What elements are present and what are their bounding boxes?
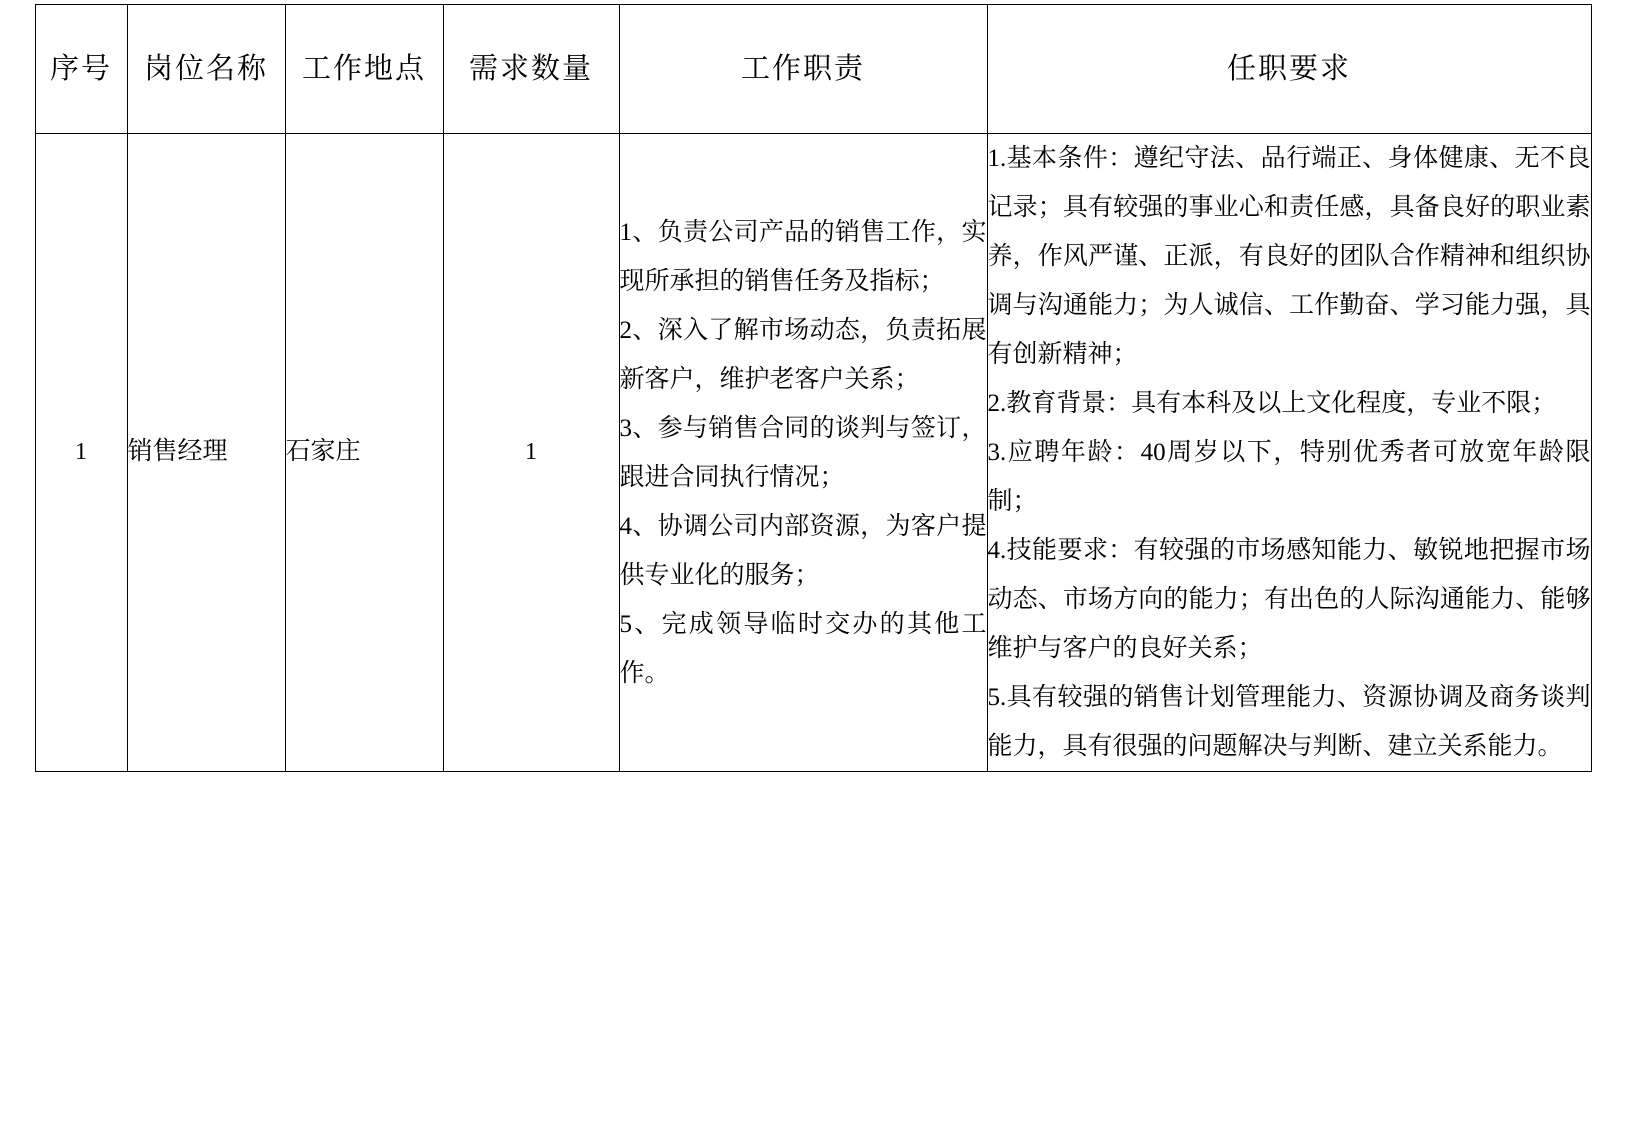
duty-item: 2、深入了解市场动态，负责拓展新客户，维护老客户关系；: [619, 316, 987, 393]
cell-headcount: 1: [443, 134, 619, 772]
table-row: [35, 134, 1591, 772]
requirement-item: 1.基本条件：遵纪守法、品行端正、身体健康、无不良记录；具有较强的事业心和责任感，具备良好的职业素养，作风严谨、正派，有良好的团队合作精神和组织协调与沟通能力；为人诚信、工作勤奋、学习能力强，具有创新精神；: [987, 145, 1591, 368]
cell-work-location: 石家庄: [285, 134, 443, 772]
duties-list: [620, 208, 987, 698]
duty-item: 3、参与销售合同的谈判与签订，跟进合同执行情况；: [619, 414, 987, 491]
duty-item: 1、负责公司产品的销售工作，实现所承担的销售任务及指标；: [619, 218, 987, 295]
table-body: [35, 134, 1591, 772]
column-header-no-label: 序号: [49, 52, 112, 85]
column-header-duties-label: 工作职责: [740, 52, 865, 85]
job-posting-table: [35, 4, 1592, 772]
requirement-item: 2.教育背景：具有本科及以上文化程度，专业不限；: [987, 390, 1557, 417]
column-header-work-location: [285, 5, 443, 134]
column-header-headcount-label: 需求数量: [468, 52, 593, 85]
column-header-duties: [619, 5, 987, 134]
column-header-position-title: [127, 5, 285, 134]
duty-item: 5、完成领导临时交办的其他工作。: [619, 610, 987, 687]
table-header-row: [35, 5, 1591, 134]
requirement-item: 5.具有较强的销售计划管理能力、资源协调及商务谈判能力，具有很强的问题解决与判断、建立关系能力。: [987, 684, 1591, 760]
requirement-item: 3.应聘年龄：40周岁以下，特别优秀者可放宽年龄限制；: [987, 439, 1591, 515]
cell-duties: [619, 134, 987, 772]
cell-position-title: 销售经理: [127, 134, 285, 772]
column-header-requirements: [987, 5, 1591, 134]
requirement-item: 4.技能要求：有较强的市场感知能力、敏锐地把握市场动态、市场方向的能力；有出色的人际沟通能力、能够维护与客户的良好关系；: [987, 537, 1591, 662]
column-header-work-location-label: 工作地点: [301, 52, 426, 85]
cell-requirements: [987, 134, 1591, 772]
cell-no: 1: [35, 134, 127, 772]
requirements-list: [988, 134, 1591, 771]
column-header-no: [35, 5, 127, 134]
column-header-headcount: [443, 5, 619, 134]
table-header: [35, 5, 1591, 134]
duty-item: 4、协调公司内部资源，为客户提供专业化的服务；: [619, 512, 987, 589]
column-header-position-title-label: 岗位名称: [143, 52, 268, 85]
column-header-requirements-label: 任职要求: [1226, 52, 1351, 85]
